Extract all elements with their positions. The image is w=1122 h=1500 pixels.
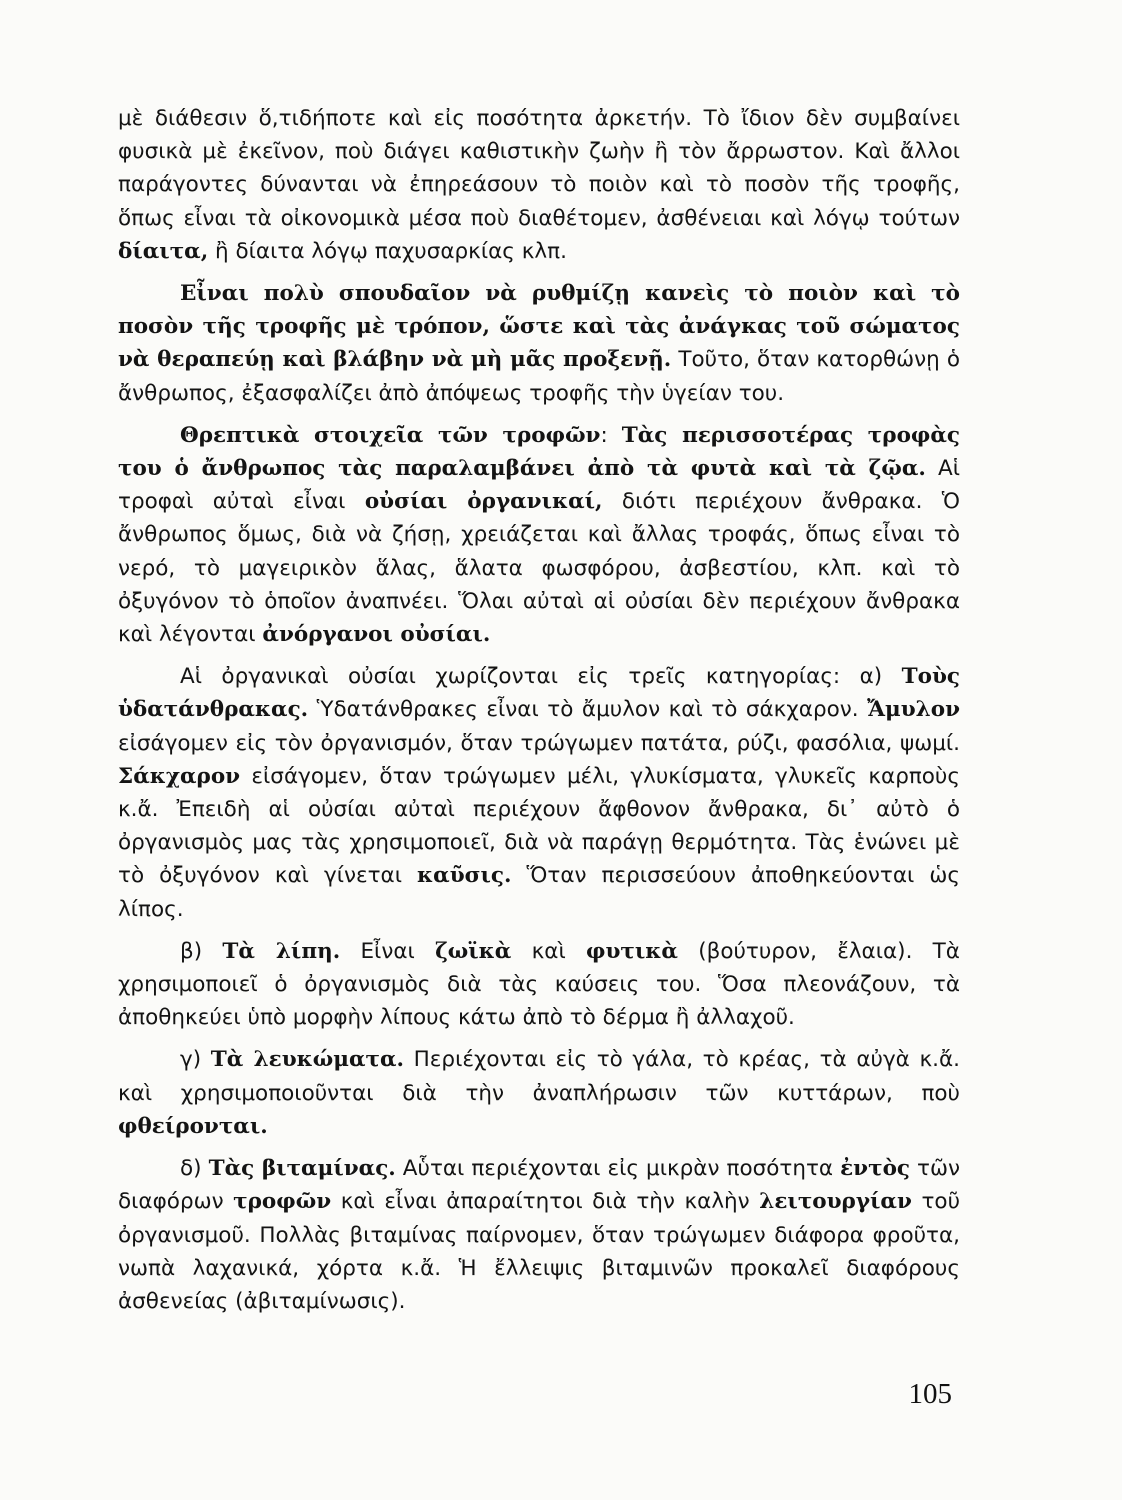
paragraph xyxy=(118,935,960,1035)
text-run: διότι περιέχουν ἄνθρακα. Ὁ ἄνθρωπος ὅμως, διὰ νὰ ζήσῃ, χρειάζεται καὶ ἄλλας τροφάς, ὅπως εἶναι τὸ νερό, τὸ μαγειρικὸν ἅλας, ἅλατα φωσφόρου, ἀσβεστίου, κλπ. καὶ τὸ ὀξυγόνον τὸ ὁποῖον ἀναπνέει. Ὅλαι αὐταὶ αἱ οὐσίαι δὲν περιέχουν ἄνθρακα καὶ λέγονται xyxy=(118,489,961,648)
text-run: γ) xyxy=(180,1047,211,1073)
text-run: Εἶναι xyxy=(340,938,436,964)
bold-text-run: δίαιτα, xyxy=(118,238,209,264)
text-run: Ὑδατάνθρακες εἶναι τὸ ἄμυλον καὶ τὸ σάκχαρον. xyxy=(308,697,868,723)
bold-text-run: Ἄμυλον xyxy=(867,697,960,723)
text-run: εἰσάγομεν, ὅταν τρώγωμεν μέλι, γλυκίσματα, γλυκεῖς καρποὺς κ.ἄ. Ἐπειδὴ αἱ οὐσίαι αὐταὶ περιέχουν ἄφθονον ἄνθρακα, δι᾽ αὐτὸ ὁ ὀργανισμὸς μας τὰς χρησιμοποιεῖ, διὰ νὰ παράγῃ θερμότητα. Τὰς ἑνώνει μὲ τὸ ὀξυγόνον καὶ γίνεται xyxy=(118,763,960,889)
text-run: καὶ εἶναι ἀπαραίτητοι διὰ τὴν καλὴν xyxy=(331,1189,760,1215)
bold-text-run: Τὰ λίπη. xyxy=(222,938,341,964)
paragraph xyxy=(118,102,960,268)
text-run: ἢ δίαιτα λόγῳ παχυσαρκίας κλπ. xyxy=(208,238,567,264)
bold-text-run: οὐσίαι ὀργανικαί, xyxy=(364,489,603,515)
text-run: (βούτυρον, ἔλαια). Τὰ χρησιμοποιεῖ ὁ ὀργανισμὸς διὰ τὰς καύσεις του. Ὅσα πλεονάζουν, τὰ ἀποθηκεύει ὑπὸ μορφὴν λίπους κάτω ἀπὸ τὸ δέρμα ἢ ἀλλαχοῦ. xyxy=(118,938,960,1031)
bold-text-run: Σάκχαρον xyxy=(118,763,241,789)
paragraph xyxy=(118,277,960,410)
page-number: 105 xyxy=(908,1378,952,1410)
bold-text-run: λειτουργίαν xyxy=(759,1189,912,1215)
text-run: Ὅταν περισσεύουν ἀποθηκεύονται ὡς λίπος. xyxy=(118,863,960,922)
bold-text-run: φυτικὰ xyxy=(586,938,678,964)
text-run: μὲ διάθεσιν ὅ,τιδήποτε καὶ εἰς ποσότητα ἀρκετήν. Τὸ ἴδιον δὲν συμβαίνει φυσικὰ μὲ ἐκεῖνον, ποὺ διάγει καθιστικὴν ζωὴν ἢ τὸν ἄρρωστον. Καὶ ἄλλοι παράγοντες δύνανται νὰ ἐπηρεάσουν τὸ ποιὸν καὶ τὸ ποσὸν τῆς τροφῆς, ὅπως εἶναι τὰ οἰκονομικὰ μέσα ποὺ διαθέτομεν, ἀσθένειαι καὶ λόγῳ τούτων xyxy=(118,106,960,231)
bold-text-run: φθείρονται. xyxy=(118,1113,268,1139)
bold-text-run: ἐντὸς xyxy=(840,1156,910,1182)
bold-text-run: Τὰ λευκώματα. xyxy=(210,1047,404,1073)
text-run: Περιέχονται εἰς τὸ γάλα, τὸ κρέας, τὰ αὐγὰ κ.ἄ. καὶ χρησιμοποιοῦνται διὰ τὴν ἀναπλήρωσιν τῶν κυττάρων, ποὺ xyxy=(118,1047,960,1106)
text-run: Αἱ τροφαὶ αὐταὶ εἶναι xyxy=(118,456,961,515)
bold-text-run: ζωϊκὰ xyxy=(435,938,512,964)
bold-text-run: Τοὺς ὑδατάνθρακας. xyxy=(118,664,960,723)
bold-text-run: ἀνόργανοι οὐσίαι. xyxy=(262,622,491,648)
paragraph xyxy=(118,419,960,651)
text-run: β) xyxy=(180,938,223,964)
text-run: εἰσάγομεν εἰς τὸν ὀργανισμόν, ὅταν τρώγωμεν πατάτα, ρύζι, φασόλια, ψωμί. xyxy=(118,730,960,756)
text-run: Τοῦτο, ὅταν κατορθώνῃ ὁ ἄνθρωπος, ἐξασφαλίζει ἀπὸ ἀπόψεως τροφῆς τὴν ὑγείαν του. xyxy=(118,347,960,406)
text-run: : xyxy=(600,422,622,448)
bold-text-run: Τὰς περισσοτέρας τροφὰς του ὁ ἄνθρωπος τὰς παραλαμβάνει ἀπὸ τὰ φυτὰ καὶ τὰ ζῷα. xyxy=(118,422,961,482)
paragraph xyxy=(118,1152,960,1318)
body-text xyxy=(118,102,960,1327)
bold-text-run: Τὰς βιταμίνας. xyxy=(208,1156,396,1182)
paragraph xyxy=(118,1043,960,1143)
paragraph xyxy=(118,660,960,926)
bold-text-run: Θρεπτικὰ στοιχεῖα τῶν τροφῶν xyxy=(180,422,601,448)
text-run: τοῦ ὀργανισμοῦ. Πολλὰς βιταμίνας παίρνομεν, ὅταν τρώγωμεν διάφορα φροῦτα, νωπὰ λαχανικά, χόρτα κ.ἄ. Ἡ ἔλλειψις βιταμινῶν προκαλεῖ διαφόρους ἀσθενείας (ἀβιταμίνωσις). xyxy=(118,1189,961,1314)
text-run: τῶν διαφόρων xyxy=(118,1156,960,1215)
text-run: καὶ xyxy=(511,938,587,964)
bold-text-run: Εἶναι πολὺ σπουδαῖον νὰ ρυθμίζῃ κανεὶς τὸ ποιὸν καὶ τὸ ποσὸν τῆς τροφῆς μὲ τρόπον, ὥστε καὶ τὰς ἀνάγκας τοῦ σώματος νὰ θεραπεύῃ καὶ βλάβην νὰ μὴ μᾶς προξενῇ. xyxy=(118,281,960,373)
bold-text-run: καῦσις. xyxy=(417,863,512,889)
bold-text-run: τροφῶν xyxy=(233,1189,332,1215)
text-run: Αὗται περιέχονται εἰς μικρὰν ποσότητα xyxy=(395,1156,841,1182)
text-run: Αἱ ὀργανικαὶ οὐσίαι χωρίζονται εἰς τρεῖς κατηγορίας: α) xyxy=(180,664,902,690)
text-run: δ) xyxy=(180,1156,209,1182)
